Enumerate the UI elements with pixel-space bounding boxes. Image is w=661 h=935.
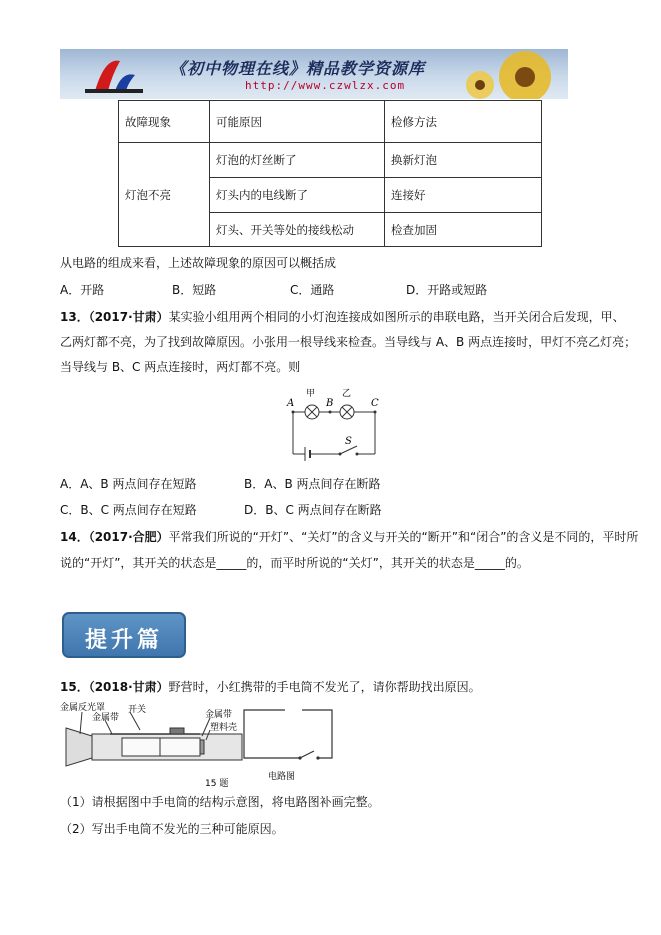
q14-line2: 说的“开灯”，其开关的状态是_____的，而平时所说的“关灯”，其开关的状态是_____的。 bbox=[60, 556, 529, 570]
table-header-cause: 可能原因 bbox=[210, 101, 385, 143]
table-cell-cause: 灯泡的灯丝断了 bbox=[210, 143, 385, 178]
q13-option-a: A．A、B 两点间存在短路 bbox=[60, 477, 197, 491]
q12-option-a: A．开路 bbox=[60, 283, 105, 297]
label-strip: 金属带 bbox=[92, 713, 120, 723]
q12-option-c: C．通路 bbox=[290, 283, 335, 297]
q15-sub2: （2）写出手电筒不发光的三种可能原因。 bbox=[60, 822, 284, 836]
q12-option-b: B．短路 bbox=[172, 283, 217, 297]
label-circuit: 电路图 bbox=[268, 772, 296, 782]
table-cell-cause: 灯头、开关等处的接线松动 bbox=[210, 213, 385, 247]
fault-table bbox=[118, 100, 542, 247]
q12-option-d: D．开路或短路 bbox=[406, 283, 488, 297]
label-reflector: 金属反光罩 bbox=[60, 703, 106, 713]
q13-line3: 当导线与 B、C 两点连接时，两灯都不亮。则 bbox=[60, 360, 301, 374]
label-point-c: C bbox=[371, 398, 379, 409]
table-cell-fix: 连接好 bbox=[385, 178, 542, 213]
q13-option-d: D．B、C 两点间存在断路 bbox=[244, 503, 382, 517]
q15-sub1: （1）请根据图中手电筒的结构示意图，将电路图补画完整。 bbox=[60, 795, 380, 809]
q13-line2: 乙两灯都不亮，为了找到故障原因。小张用一根导线来检查。当导线与 A、B 两点连接时，甲灯不亮乙灯亮； bbox=[60, 335, 637, 349]
q13-number: 13． bbox=[60, 310, 89, 324]
q13-source: （2017·甘肃） bbox=[88, 310, 169, 324]
q15-source: （2018·甘肃） bbox=[88, 680, 169, 694]
section-label-tisheng bbox=[62, 612, 186, 658]
q13-text: 某实验小组用两个相同的小灯泡连接成如图所示的串联电路，当开关闭合后发现，甲、 bbox=[168, 310, 625, 324]
figure-caption: 15 题 bbox=[205, 779, 229, 789]
table-cell-fix: 换新灯泡 bbox=[385, 143, 542, 178]
section-label-text: 提升篇 bbox=[84, 628, 163, 653]
q15-circuit-outline bbox=[240, 706, 340, 786]
banner-title: 《初中物理在线》精品教学资源库 bbox=[170, 59, 426, 78]
q15-number: 15． bbox=[60, 680, 89, 694]
q14-line1 bbox=[60, 528, 638, 545]
table-cell-cause: 灯头内的电线断了 bbox=[210, 178, 385, 213]
label-switch: 开关 bbox=[128, 705, 147, 715]
table-cell-fix: 检查加固 bbox=[385, 213, 542, 247]
label-point-b: B bbox=[326, 398, 334, 409]
label-strip2: 金属带 bbox=[205, 710, 233, 720]
q13-option-b: B．A、B 两点间存在断路 bbox=[244, 477, 381, 491]
label-switch-s: S bbox=[345, 436, 352, 447]
q13-line1 bbox=[60, 308, 625, 325]
q15-line1 bbox=[60, 678, 481, 695]
table-header-phenomenon: 故障现象 bbox=[119, 101, 210, 143]
q15-text: 野营时，小红携带的手电筒不发光了，请你帮助找出原因。 bbox=[168, 680, 481, 694]
label-shell: 塑料壳 bbox=[210, 723, 238, 733]
q14-number: 14． bbox=[60, 530, 89, 544]
table-cell-phenomenon: 灯泡不亮 bbox=[119, 143, 210, 247]
label-point-a: A bbox=[287, 398, 295, 409]
label-lamp-jia: 甲 bbox=[306, 389, 316, 399]
flashlight-diagram bbox=[60, 700, 250, 790]
q12-text: 从电路的组成来看，上述故障现象的原因可以概括成 bbox=[60, 256, 337, 270]
table-header-fix: 检修方法 bbox=[385, 101, 542, 143]
header-banner bbox=[60, 49, 568, 99]
q14-text: 平常我们所说的“开灯”、“关灯”的含义与开关的“断开”和“闭合”的含义是不同的，平时所 bbox=[168, 530, 639, 544]
q13-circuit-diagram bbox=[285, 382, 385, 468]
label-lamp-yi: 乙 bbox=[342, 389, 352, 399]
q13-option-c: C．B、C 两点间存在短路 bbox=[60, 503, 197, 517]
q14-source: （2017·合肥） bbox=[88, 530, 169, 544]
banner-url[interactable]: http://www.czwlzx.com bbox=[245, 79, 406, 92]
